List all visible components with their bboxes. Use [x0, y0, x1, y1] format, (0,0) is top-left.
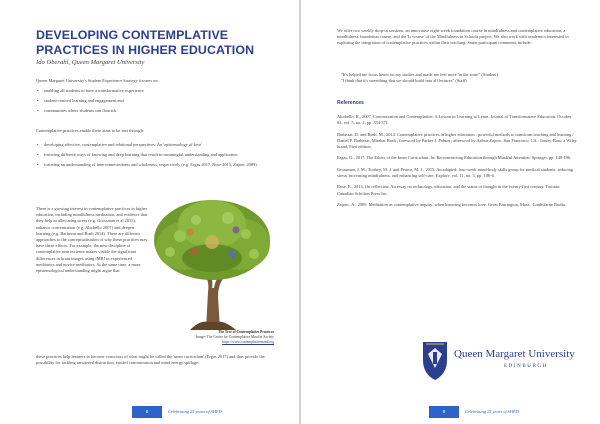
- continued-text: these practices help learners to become conscious of what might be called the 'inner curriculum' (Ergas 2017) and thus provide the possibility for tackling unwanted distraction, eroded concentration and mind energy spillage.: [36, 354, 265, 366]
- footer-text: Celebrating 25 years of SHED: [465, 409, 519, 414]
- list-item: • fostering an understanding of interconnectedness and wholeness, respectively (e.g. Ergas 2017, Rose 2013, Zajonc 2009).: [36, 162, 276, 168]
- quote: "It's helped me focus better on my studies and made me feel more 'in the zone'" (Student): [341, 72, 498, 77]
- body-column-text: There is a growing interest in contemplative practices in higher education, including mindfulness meditation, and evidence that they help in alleviating stress (e.g. Grossman et al 2015), enhance concentration (e.g. Altobello 2007) and deepen learning (e.g. Barbezat and Bush 2014). There are different approaches to the conceptualisation of why these practices may have these effects. For example, the new discipline of contemplative neuroscience makes visible the significant differences in brain images using fMRI in experienced meditators and novice meditators. At the same time, a more epistemological understanding might argue that: [36, 206, 148, 274]
- university-logo: [420, 338, 590, 384]
- list-item: • student-centred learning and engagement and: [36, 98, 276, 104]
- page-number: 8: [132, 406, 162, 418]
- footer-text: Celebrating 25 years of SHED: [168, 409, 222, 414]
- list-item: • communities where students can flourish.: [36, 108, 276, 114]
- tree-of-contemplative-practices-image: [150, 196, 274, 330]
- crest-icon: [420, 338, 450, 382]
- right-page: [301, 0, 600, 424]
- page-footer: [429, 406, 519, 418]
- reference-item: Barbezat, D. and Bush, M., 2014. Contemplative practices in higher education : powerful methods to transform teaching and learning / Daniel P. Barbezat, Mirabai Bush ; foreword by Parker J. Palmer; afterword by Arthur Zajonc. San Francisco, CA : Jossey-Bass, a Wiley brand, First edition.: [337, 131, 577, 149]
- caption-source: Image: The Center for Contemplative Mind in Society: [195, 335, 274, 339]
- reference-item: Zajonc, A., 2009. Meditation as contemplative inquiry: when knowing becomes love. Great Barrington, Mass.: Lindisfarne Books.: [337, 201, 567, 207]
- page-footer: [132, 406, 222, 418]
- reference-item: Altobello, R., 2007. Concentration and Contemplation: A Lesson in Learning to Learn. Journal of Transformative Education. October 01, vol. 5, no. 4, pp. 354-371.: [337, 114, 572, 126]
- list-item: • developing affective, contemplative and relational perspectives: An 'epistemology of love': [36, 142, 276, 148]
- image-caption: [150, 330, 274, 345]
- list-item: • fostering different ways of knowing and deep learning that result in meaningful understanding and application: [36, 152, 276, 158]
- reference-item: Ergas, O., 2017. The Ethics of the Inner Curriculum. In: Reconstructing Education through Mindful Attention. Springer, pp. 149-196.: [337, 155, 572, 161]
- list-item: • enabling all students to have a transformative experience: [36, 88, 276, 94]
- practices-paragraph: Contemplative practices enable these aims to be met through:: [36, 128, 145, 133]
- page-number: 9: [429, 406, 459, 418]
- reference-item: Rose, E., 2013. On reflection: An essay on technology, education, and the status of thought in the twenty-first century. Toronto: Canadian Scholars Press Inc.: [337, 184, 561, 196]
- strategy-list: [36, 88, 276, 119]
- participant-quotes: [341, 72, 577, 84]
- references-heading: References: [337, 100, 364, 106]
- left-page: [0, 0, 299, 424]
- article-authors: Ido Oberahl, Queen Margaret University: [36, 59, 145, 66]
- intro-paragraph: Queen Margaret University's Student Experience Strategy focuses on:: [36, 78, 159, 83]
- practices-list: [36, 142, 276, 173]
- references-list: [337, 114, 577, 213]
- university-location: EDINBURGH: [504, 364, 548, 369]
- university-name: Queen Margaret University: [454, 348, 575, 360]
- caption-link[interactable]: https://www.contemplativemind.org: [222, 340, 274, 344]
- quote: "I think that it's something that we should build into all lectures" (Staff): [341, 78, 467, 84]
- offer-paragraph: We offer two weekly drop-in sessions, an innovative eight-week foundation course in mindfulness and contemplative education, a mindfulness foundation course, and the 'Is course' of the Mindfulness in Schools project. We also work with academics interested in exploring the integration of contemplative practices within their teaching. Some participant comments include:: [337, 28, 569, 46]
- article-title: DEVELOPING CONTEMPLATIVE PRACTICES IN HIGHER EDUCATION: [36, 28, 255, 57]
- reference-item: Grossman, J. M., Toohey, M. J. and Pearce, M. J., 2015. An adapted, four-week mind-body skills group for medical students: reducing stress, increasing mindfulness, and enhancing self-care. Explore. vol. 11, no. 3, pp. 186-6.: [337, 166, 573, 178]
- caption-title: The Tree of Contemplative Practices: [218, 330, 274, 334]
